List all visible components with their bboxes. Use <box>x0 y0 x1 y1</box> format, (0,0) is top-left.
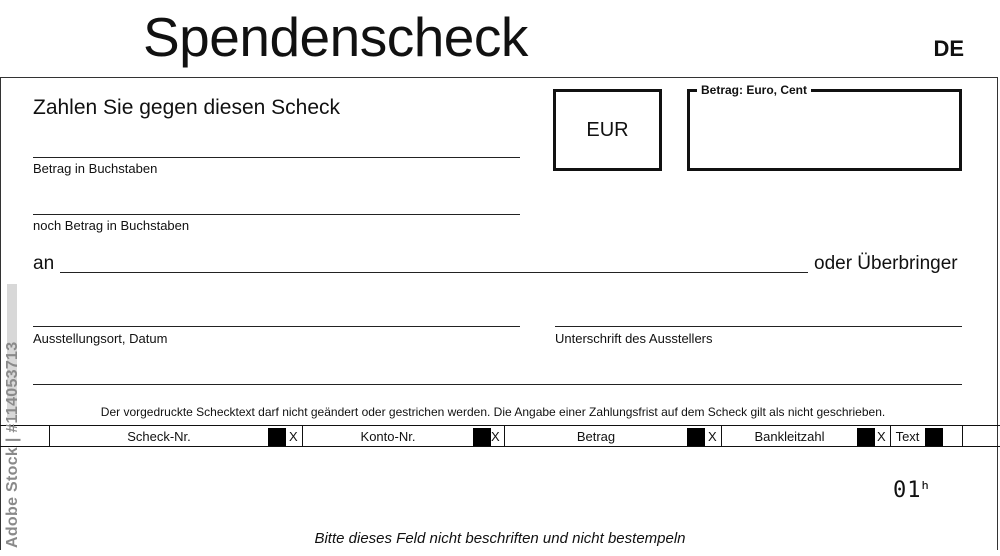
footer-note: Bitte dieses Feld nicht beschriften und nicht bestempeln <box>314 530 686 547</box>
amount-words-cont-line[interactable] <box>33 214 520 215</box>
codeline-x: X <box>289 429 298 444</box>
codeline-divider <box>962 426 963 447</box>
stock-watermark <box>0 286 22 556</box>
place-date-label: Ausstellungsort, Datum <box>33 331 168 346</box>
signature-line[interactable] <box>555 326 962 327</box>
amount-box-label: Betrag: Euro, Cent <box>697 83 811 97</box>
codeline-x: X <box>708 429 717 444</box>
legal-notice: Der vorgedruckte Schecktext darf nicht geändert oder gestrichen werden. Die Angabe einer Zahlungsfrist auf dem Scheck gilt als nicht geschrieben. <box>100 405 886 419</box>
payee-prefix: an <box>33 253 55 274</box>
serial-number: 01ᑋ <box>893 478 930 503</box>
amount-words-line[interactable] <box>33 157 520 158</box>
cheque-title: Spendenscheck <box>143 6 528 68</box>
payee-line[interactable] <box>60 272 808 273</box>
separator-line <box>33 384 962 385</box>
amount-words-cont-label: noch Betrag in Buchstaben <box>33 218 190 233</box>
codeline-cheque-no: Scheck-Nr. <box>127 429 191 444</box>
codeline-block <box>687 428 705 446</box>
codeline-x: X <box>491 429 500 444</box>
currency-box <box>553 89 662 171</box>
codeline-strip <box>0 425 1000 447</box>
codeline-block <box>857 428 875 446</box>
codeline-text: Text <box>895 429 920 444</box>
codeline-block <box>925 428 943 446</box>
currency-code: EUR <box>586 118 629 141</box>
place-date-line[interactable] <box>33 326 520 327</box>
pay-instruction: Zahlen Sie gegen diesen Scheck <box>33 96 341 119</box>
codeline-amount: Betrag <box>576 429 616 444</box>
codeline-account-no: Konto-Nr. <box>360 429 416 444</box>
amount-words-label: Betrag in Buchstaben <box>33 161 158 176</box>
country-code: DE <box>933 36 964 61</box>
codeline-block <box>268 428 286 446</box>
signature-label: Unterschrift des Ausstellers <box>555 331 713 346</box>
codeline-block <box>473 428 491 446</box>
codeline-bank-code: Bankleitzahl <box>754 429 825 444</box>
codeline-x: X <box>877 429 886 444</box>
amount-box[interactable] <box>687 89 962 171</box>
watermark-text: Adobe Stock | #114053713 <box>4 341 21 548</box>
payee-suffix: oder Überbringer <box>814 253 958 274</box>
